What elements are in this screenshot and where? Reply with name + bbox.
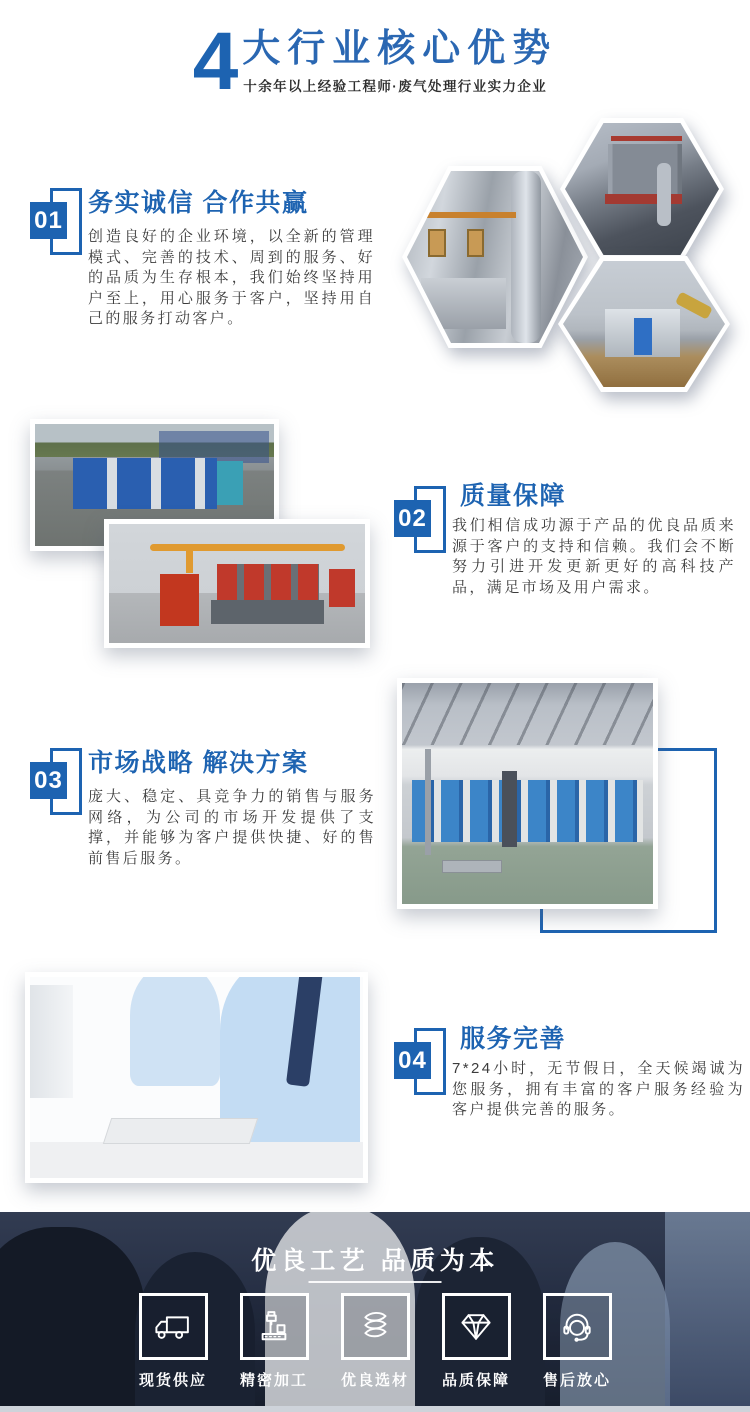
photo-shape [329,569,355,607]
photo-shape [421,278,505,330]
photo-shape [102,1118,257,1144]
photo-shape [428,229,446,257]
photo-spray-booth-workshop [397,678,658,909]
page-subtitle: 十余年以上经验工程师·废气处理行业实力企业 [243,79,548,94]
section1-title: 务实诚信 合作共赢 [88,189,309,217]
feature-quality-material [333,1293,417,1390]
feature-list [0,1293,750,1390]
header-text-column [242,24,557,95]
hex-photo-outdoor-purification-unit [558,256,730,392]
feature-label: 精密加工 [239,1372,308,1389]
photo-shape [412,780,643,842]
hex-photo-image [563,261,725,387]
hex-photo-image [407,171,583,343]
truck-icon [152,1306,194,1348]
photo-shape [467,229,485,257]
banner-bottom-strip [0,1406,750,1412]
feature-label: 售后放心 [542,1372,611,1389]
section4-body: 7*24小时，无节假日，全天候竭诚为您服务，拥有丰富的客户服务经验为客户提供完善的服务。 [452,1060,745,1118]
hex-photo-frame [560,118,724,260]
section2-title: 质量保障 [460,482,567,510]
photo-shape [442,860,502,873]
photo-shape [30,1142,363,1178]
feature-icon-box [139,1293,208,1360]
hex-photo-baghouse-dust-collector [560,118,724,260]
feature-label: 优良选材 [340,1372,409,1389]
photo-shape [217,461,243,505]
photo-shape [502,771,517,846]
hex-photo-image [565,123,719,255]
page-title: 大行业核心优势 [242,28,558,70]
section3-title: 市场战略 解决方案 [88,749,309,777]
photo-shape [611,136,682,141]
photo-shape [511,171,541,343]
feature-label: 品质保障 [441,1372,510,1389]
header-big-number: 4 [192,16,239,107]
layers-icon [354,1306,396,1348]
section3-body: 庞大、稳定、具竞争力的销售与服务网络，为公司的市场开发提供了支撑，并能够为客户提供快捷、好的售前售后服务。 [88,788,376,867]
photo-shape [30,985,73,1098]
section4-title: 服务完善 [460,1025,567,1053]
feature-icon-box [240,1293,309,1360]
photo-shape [425,212,517,218]
page-header [0,16,750,107]
feature-stock-supply [131,1293,215,1390]
banner-title: 优良工艺 品质为本 [251,1247,499,1275]
photo-shape [130,977,220,1086]
photo-customer-service-team [25,972,368,1183]
section2-number: 02 [394,500,431,537]
feature-icon-box [543,1293,612,1360]
feature-icon-box [341,1293,410,1360]
banner-divider [309,1281,442,1283]
feature-after-sales [535,1293,619,1390]
photo-shape [186,544,193,573]
photo-shape [160,574,198,626]
photo-image [30,977,363,1178]
feature-quality-guarantee [434,1293,518,1390]
feature-precision-machining [232,1293,316,1390]
headset-icon [556,1306,598,1348]
machining-icon [253,1306,295,1348]
photo-shape [211,600,324,624]
photo-shape [657,163,671,226]
photo-shape [425,749,431,855]
feature-label: 现货供应 [138,1372,207,1389]
photo-image [109,524,365,643]
hex-photo-frame [558,256,730,392]
section3-number: 03 [30,762,67,799]
section1-body: 创造良好的企业环境，以全新的管理模式、完善的技术、周到的服务、好的品质为生存根本，我们始终坚持用户至上，用心服务于客户，坚持用自己的服务打动客户。 [88,228,375,327]
section4-number: 04 [394,1042,431,1079]
section2-body: 我们相信成功源于产品的优良品质来源于客户的支持和信赖。我们会不断努力引进开发更新更好的高科技产品，满足市场及用户需求。 [452,517,736,596]
feature-icon-box [442,1293,511,1360]
photo-shape [402,683,653,745]
photo-shape [634,318,652,356]
bottom-banner [0,1212,750,1412]
section1-number: 01 [30,202,67,239]
photo-shape [150,544,345,551]
photo-image [402,683,653,904]
photo-shape [73,458,216,509]
photo-catalytic-combustion-unit [104,519,370,648]
diamond-icon [455,1306,497,1348]
photo-shape [676,291,713,319]
photo-shape [217,564,319,600]
